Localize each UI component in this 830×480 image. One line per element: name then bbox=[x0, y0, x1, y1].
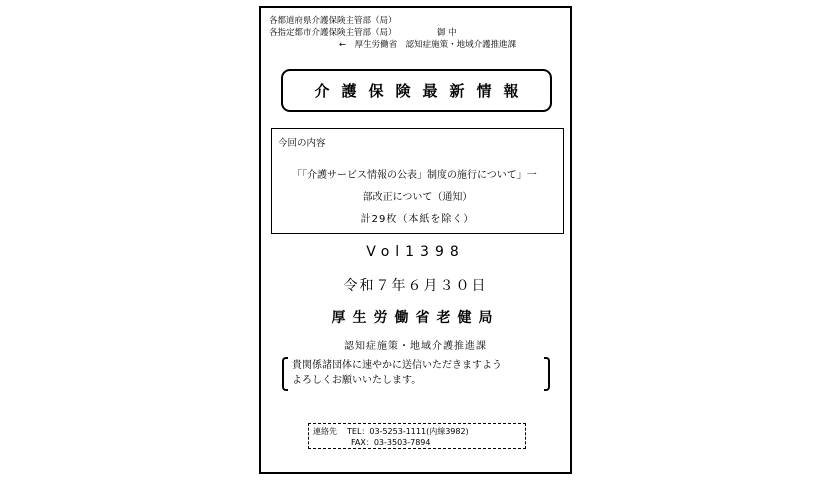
request-line-1: 貴関係諸団体に速やかに送信いただきますよう bbox=[292, 360, 502, 371]
notice-document bbox=[259, 6, 572, 474]
issue-date: 令和７年６月３０日 bbox=[343, 278, 488, 294]
recipient-line-1: 各都道府県介護保険主管部（局） bbox=[269, 16, 397, 26]
content-line-2: 部改正について（通知） bbox=[362, 192, 473, 203]
recipient-line-2 bbox=[269, 28, 457, 39]
content-box bbox=[271, 128, 564, 234]
honorific: 御 中 bbox=[437, 28, 457, 38]
title-box bbox=[281, 69, 552, 112]
contact-box bbox=[308, 423, 526, 449]
contact-label: 連絡先 bbox=[313, 427, 337, 436]
division-name: 認知症施策・地域介護推進課 bbox=[344, 341, 487, 352]
right-bracket bbox=[544, 357, 550, 391]
request-text bbox=[292, 358, 502, 388]
content-line-3: 計29枚（本紙を除く） bbox=[360, 214, 475, 225]
sender-line: ← 厚生労働省 認知症施策・地域介護推進課 bbox=[339, 40, 517, 50]
contact-fax: FAX：03-3503-7894 bbox=[351, 438, 431, 447]
content-label: 今回の内容 bbox=[278, 138, 326, 149]
volume-number: Vol1398 bbox=[366, 244, 465, 260]
content-line-1: 「「介護サービス情報の公表」制度の施行について」一 bbox=[292, 170, 537, 181]
recipient-line-2-text: 各指定都市介護保険主管部（局） bbox=[269, 28, 397, 38]
left-bracket bbox=[282, 357, 288, 391]
document-title: 介護保険最新情報 bbox=[314, 82, 531, 100]
contact-tel: TEL：03-5253-1111(内線3982) bbox=[347, 427, 469, 436]
request-line-2: よろしくお願いいたします。 bbox=[292, 375, 422, 386]
bureau-name: 厚生労働省老健局 bbox=[331, 310, 500, 326]
request-note bbox=[282, 357, 550, 393]
